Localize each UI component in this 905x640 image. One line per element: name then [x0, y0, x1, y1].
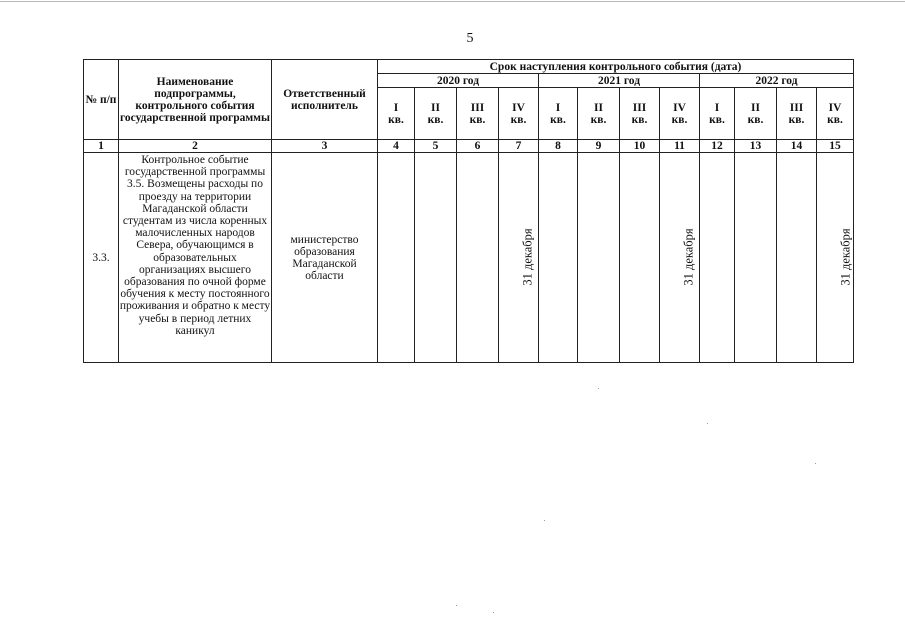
quarter-header: II кв.	[415, 88, 457, 140]
column-number: 1	[84, 140, 119, 153]
quarter-header: IV кв.	[817, 88, 854, 140]
date-2021-q2	[578, 153, 620, 363]
table-row	[84, 153, 854, 363]
date-2021-q1	[539, 153, 578, 363]
column-number: 15	[817, 140, 854, 153]
quarter-header: IV кв.	[660, 88, 700, 140]
scan-speck	[815, 463, 816, 464]
column-number: 7	[499, 140, 539, 153]
date-2020-q2	[415, 153, 457, 363]
quarter-header: III кв.	[457, 88, 499, 140]
column-number: 14	[777, 140, 817, 153]
column-number: 5	[415, 140, 457, 153]
scan-speck	[493, 612, 494, 613]
quarter-header: I кв.	[378, 88, 415, 140]
header-name: Наименование подпрограммы, контрольного события государственной программы	[119, 60, 272, 140]
year-2021: 2021 год	[539, 74, 700, 88]
quarter-header: I кв.	[539, 88, 578, 140]
date-2022-q2	[735, 153, 777, 363]
date-2021-q4: 31 декабря	[660, 153, 700, 363]
row-number: 3.3.	[84, 153, 119, 363]
date-2020-q1	[378, 153, 415, 363]
date-2021-q3	[620, 153, 660, 363]
quarter-header: III кв.	[620, 88, 660, 140]
column-number: 9	[578, 140, 620, 153]
page-number: 5	[466, 31, 474, 46]
column-number: 2	[119, 140, 272, 153]
date-2022-q3	[777, 153, 817, 363]
quarter-header: II кв.	[735, 88, 777, 140]
column-number: 13	[735, 140, 777, 153]
date-2020-q4: 31 декабря	[499, 153, 539, 363]
top-rule	[0, 1, 905, 2]
scan-speck	[598, 388, 599, 389]
column-number: 11	[660, 140, 700, 153]
column-number-row	[84, 140, 854, 153]
date-2022-q1	[700, 153, 735, 363]
year-2020: 2020 год	[378, 74, 539, 88]
quarter-header: II кв.	[578, 88, 620, 140]
event-name: Контрольное событие государственной программы 3.5. Возмещены расходы по проезду на территории Магаданской области студентам из числа коренных малочисленных народов Севера, обучающимся в образовательных организациях высшего образования по очной форме обучения к месту постоянного проживания и обратно к месту учебы в период летних каникул	[119, 153, 272, 363]
column-number: 8	[539, 140, 578, 153]
header-row-1	[84, 60, 854, 74]
header-deadline: Срок наступления контрольного события (дата)	[378, 60, 854, 74]
scan-speck	[707, 423, 708, 424]
header-number: № п/п	[84, 60, 119, 140]
column-number: 10	[620, 140, 660, 153]
responsible-executor: министерство образования Магаданской области	[272, 153, 378, 363]
quarter-header: IV кв.	[499, 88, 539, 140]
control-events-table	[83, 59, 854, 363]
column-number: 6	[457, 140, 499, 153]
scan-speck	[456, 605, 457, 606]
date-2020-q3	[457, 153, 499, 363]
quarter-header: I кв.	[700, 88, 735, 140]
scan-speck	[544, 520, 545, 521]
quarter-header: III кв.	[777, 88, 817, 140]
date-2022-q4: 31 декабря	[817, 153, 854, 363]
header-responsible: Ответственный исполнитель	[272, 60, 378, 140]
column-number: 12	[700, 140, 735, 153]
column-number: 3	[272, 140, 378, 153]
year-2022: 2022 год	[700, 74, 854, 88]
column-number: 4	[378, 140, 415, 153]
